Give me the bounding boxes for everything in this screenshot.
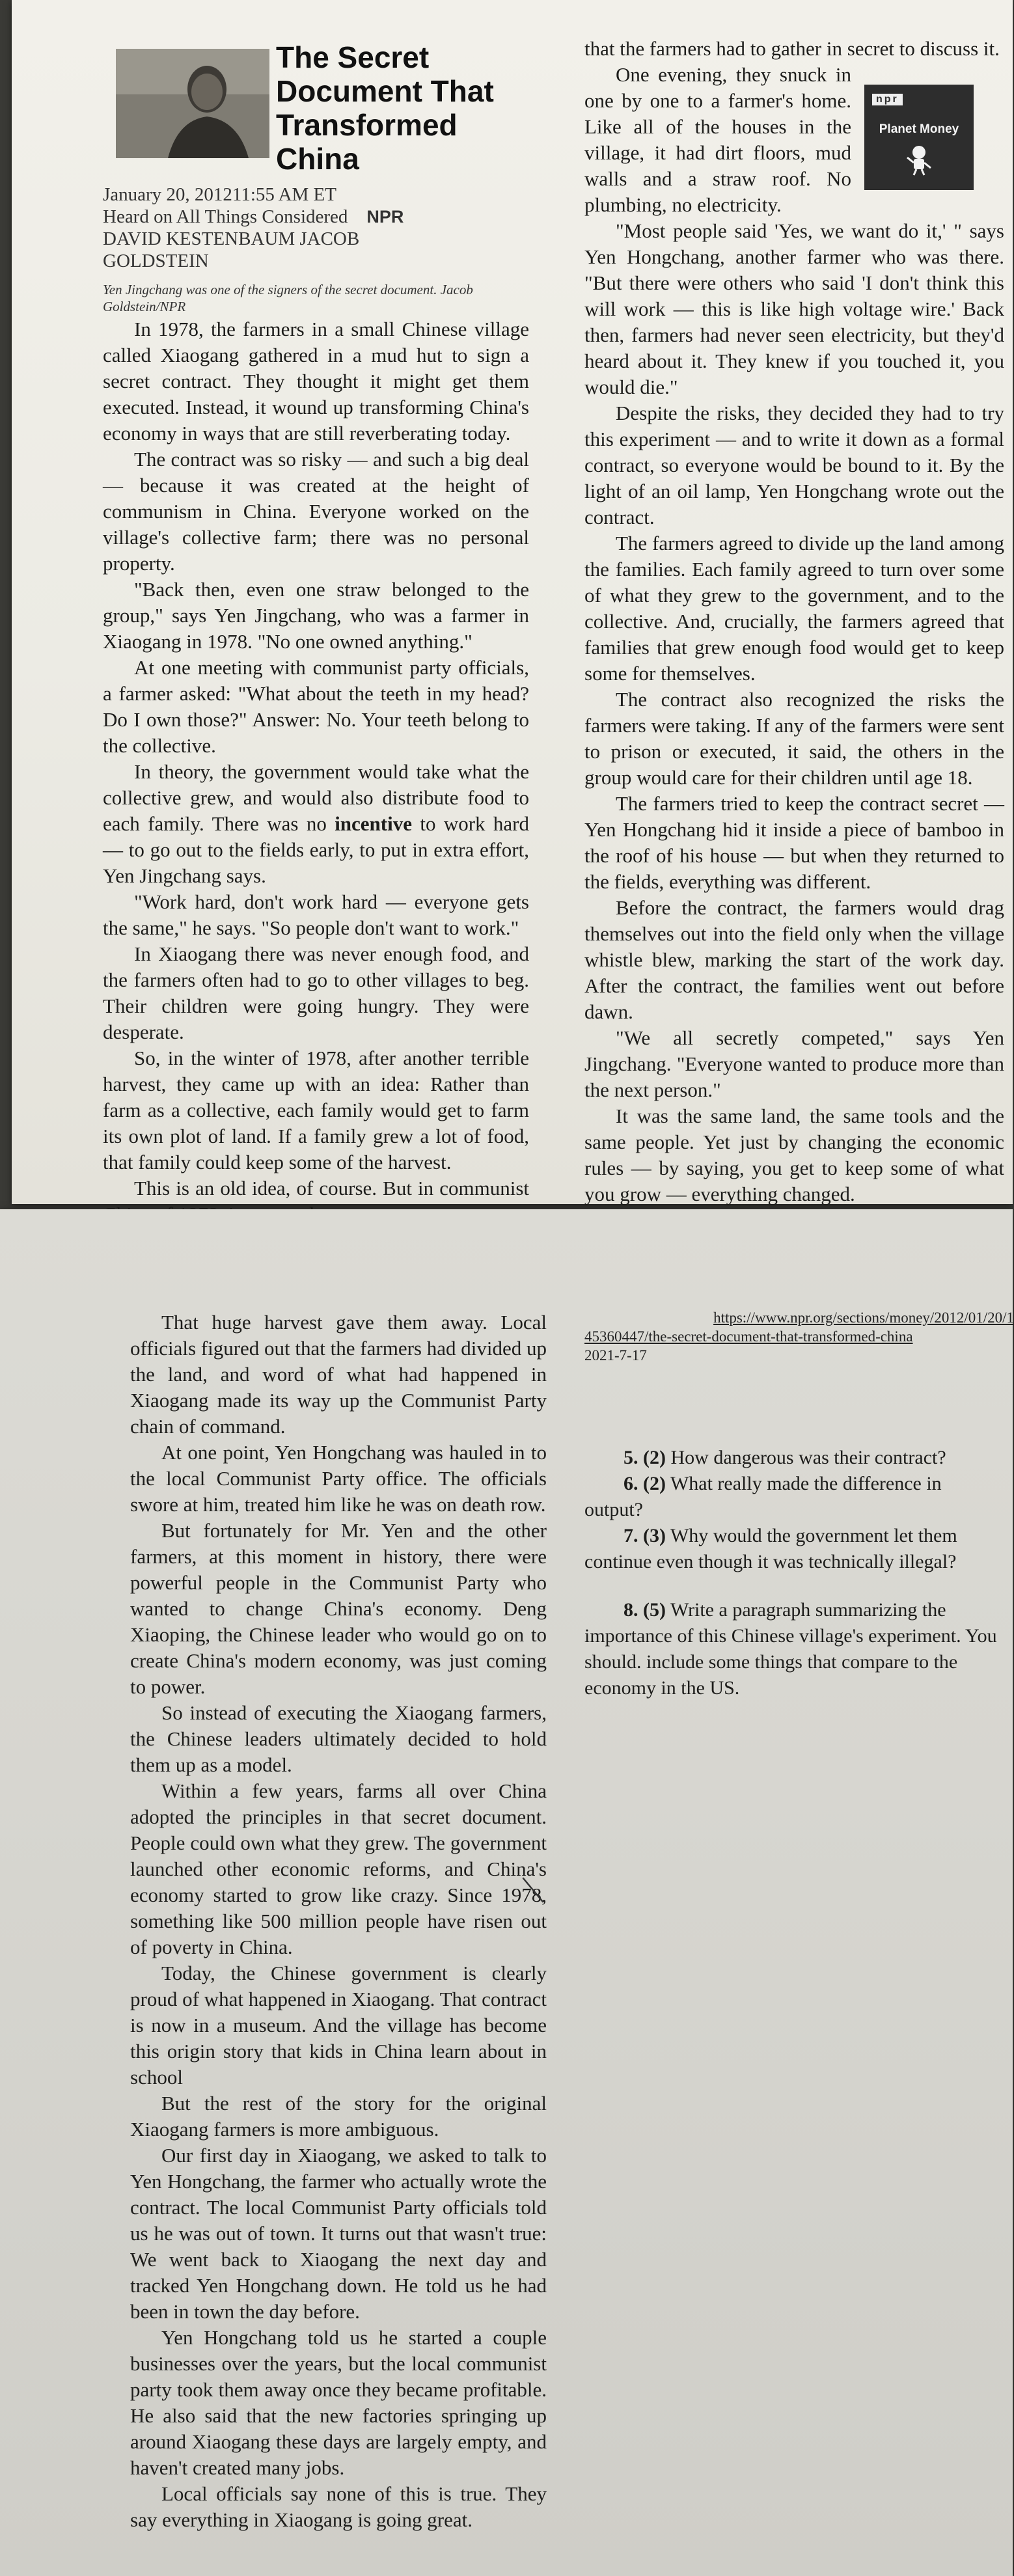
article-column-2 xyxy=(584,36,1004,1285)
authors-line-1: DAVID KESTENBAUM JACOB xyxy=(103,228,360,249)
question-points: (3) xyxy=(643,1525,666,1546)
question-item xyxy=(584,1445,1001,1471)
paragraph-incentive xyxy=(103,759,529,889)
paragraph: Local officials say none of this is true. They say everything in Xiaogang is going great. xyxy=(130,2482,547,2531)
paragraph: One evening, they snuck in one by one to a farmer's home. Like all of the houses in the village, it had dirt floors, mud walls and a straw roof. No plumbing, no electricity. xyxy=(584,63,851,216)
npr-tag: npr xyxy=(872,94,903,105)
paragraph: Yen Hongchang told us he started a couple businesses over the years, but the local communist party took them away once they became profitable. He also said that the new factories springing up around Xiaogang these days are largely empty, and haven't created many jobs. xyxy=(130,2326,547,2479)
article-column-3 xyxy=(130,1309,547,2533)
question-text: Write a paragraph summarizing the importance of this Chinese village's experiment. You should. include some things that compare to the economy in the US. xyxy=(584,1599,997,1699)
source-url-line-2[interactable]: 45360447/the-secret-document-that-transformed-china xyxy=(584,1328,913,1345)
question-item xyxy=(584,1597,1001,1701)
paragraph: It was the same land, the same tools and the same people. Yet just by changing the economic rules — by saying, you get to keep some of what you grow — everything changed. xyxy=(584,1104,1004,1205)
question-text: Why would the government let them continue even though it was technically illegal? xyxy=(584,1525,957,1572)
paragraph: Before the contract, the farmers would drag themselves out into the field only when the village whistle blew, marking the start of the work day. After the contract, the families went out before dawn. xyxy=(584,896,1004,1023)
farmer-portrait-photo xyxy=(116,49,269,158)
article-page-1 xyxy=(12,0,1013,1204)
paragraph: In Xiaogang there was never enough food, and the farmers often had to go to other villages to beg. Their children were going hungry. They were desperate. xyxy=(103,942,529,1043)
paragraph: "We all secretly competed," says Yen Jingchang. "Everyone wanted to produce more than the next person." xyxy=(584,1026,1004,1101)
paragraph: Within a few years, farms all over China adopted the principles in that secret document. People could own what they grew. The government launched other economic reforms, and China's economy started to grow like crazy. Since 1978, something like 500 million people have risen out of poverty in China. xyxy=(130,1779,547,1958)
photo-caption: Yen Jingchang was one of the signers of the secret document. Jacob Goldstein/NPR xyxy=(103,282,473,314)
question-number: 7. xyxy=(623,1525,638,1546)
paragraph: Despite the risks, they decided they had to try this experiment — and to write it down as a formal contract, so everyone would be bound to it. By the light of an oil lamp, Yen Hongchang wrote out the contract. xyxy=(584,402,1004,528)
paragraph: This is an old idea, of course. But in communist xyxy=(134,1177,529,1199)
article-meta xyxy=(103,184,526,272)
paragraph: The farmers tried to keep the contract secret — Yen Hongchang hid it inside a piece of bamboo in the roof of his house — but when they returned to the fields, everything was different. xyxy=(584,792,1004,893)
question-item xyxy=(584,1471,1001,1523)
paragraph: That huge harvest gave them away. Local officials figured out that the farmers had divided up the land, and word of what had happened in Xiaogang made its way up the Communist Party chain of command. xyxy=(130,1311,547,1438)
logo-name: Planet Money xyxy=(879,122,959,136)
paragraph: At one meeting with communist party officials, a farmer asked: "What about the teeth in my head? Do I own those?" Answer: No. Your teeth belong to the collective. xyxy=(103,656,529,757)
article-title: The Secret Document That Transformed China xyxy=(276,40,494,176)
source-url-line-1[interactable]: https://www.npr.org/sections/money/2012/01/20/1 xyxy=(713,1309,1014,1326)
article-column-1 xyxy=(103,316,529,1227)
question-number: 5. xyxy=(623,1447,638,1468)
text-run: to work hard — to go out to the fields early, to put in extra effort, Yen Jingchang says. xyxy=(103,812,529,887)
heard-on-line xyxy=(103,206,526,228)
paragraph: Our first day in Xiaogang, we asked to talk to Yen Hongchang, the farmer who actually wrote the contract. The local Communist Party officials told us he was out of town. It turns out that wasn't true: We went back to Xiaogang the next day and tracked Yen Hongchang down. He told us he had been in town the day before. xyxy=(130,2144,547,2323)
paragraph: So instead of executing the Xiaogang farmers, the Chinese leaders ultimately decided to hold them up as a model. xyxy=(130,1701,547,1776)
question-text: How dangerous was their contract? xyxy=(670,1447,946,1468)
question-number: 6. xyxy=(623,1473,638,1494)
authors-line-2: GOLDSTEIN xyxy=(103,251,209,271)
question-points: (5) xyxy=(643,1599,666,1621)
paragraph: The contract was so risky — and such a big deal — because it was created at the height of communism in China. Everyone worked on the village's collective farm; there was no personal property. xyxy=(103,448,529,575)
paragraph: Today, the Chinese government is clearly proud of what happened in Xiaogang. That contract is now in a museum. And the village has become this origin story that kids in China learn about in school xyxy=(130,1962,547,2089)
date-line: January 20, 201211:55 AM ET xyxy=(103,184,336,205)
bold-word-incentive: incentive xyxy=(335,812,412,835)
paragraph: The contract also recognized the risks the farmers were taking. If any of the farmers were sent to prison or executed, it said, the others in the group would care for their children until age 18. xyxy=(584,688,1004,789)
heard-on: Heard on All Things Considered xyxy=(103,206,348,227)
network-name: NPR xyxy=(366,207,404,226)
question-text: What really made the difference in output? xyxy=(584,1473,942,1520)
paragraph: But the rest of the story for the original Xiaogang farmers is more ambiguous. xyxy=(130,2092,547,2141)
paragraph: So, in the winter of 1978, after another terrible harvest, they came up with an idea: Rather than farm as a collective, each family would get to farm its own plot of land. If a family grew a lot of food, that family could keep some of the harvest. xyxy=(103,1047,529,1173)
paragraph-continued: that the farmers had to gather in secret to discuss it. xyxy=(584,37,1000,60)
paragraph: But fortunately for Mr. Yen and the other farmers, at this moment in history, there were powerful people in the Communist Party who wanted to change China's economy. Deng Xiaoping, the Chinese leader who would go on to create China's modern economy, was just coming to power. xyxy=(130,1519,547,1698)
text-run: In theory, the government would take what the collective grew, and would also distribute food to each family. There was no xyxy=(103,760,529,835)
paragraph: The farmers agreed to divide up the land among the families. Each family agreed to turn over some of what they grew to the government, and to the collective. And, crucially, the farmers agreed that families that grew enough food would get to keep some for themselves. xyxy=(584,532,1004,685)
question-number: 8. xyxy=(623,1599,638,1621)
paragraph: "Work hard, don't work hard — everyone gets the same," he says. "So people don't want to work." xyxy=(103,890,529,939)
question-item xyxy=(584,1523,1001,1575)
access-date: 2021-7-17 xyxy=(584,1347,647,1363)
question-points: (2) xyxy=(643,1473,666,1494)
article-page-2 xyxy=(0,1209,1013,2576)
paragraph: "Most people said 'Yes, we want do it,' " says Yen Hongchang, another farmer who was there. "But there were others who said 'I don't think this will work — this is like high voltage wire.' Back then, farmers had never seen electricity, but they'd heard about it. They knew if you touched it, you would die." xyxy=(584,219,1004,398)
pen-stroke-mark xyxy=(521,1876,547,1906)
question-list xyxy=(584,1445,1001,1701)
paragraph: At one point, Yen Hongchang was hauled in to the local Communist Party office. The officials swore at him, treated him like he was on death row. xyxy=(130,1441,547,1516)
paragraph: "Back then, even one straw belonged to the group," says Yen Jingchang, who was a farmer in Xiaogang in 1978. "No one owned anything." xyxy=(103,578,529,653)
question-points: (2) xyxy=(643,1447,666,1468)
paragraph: In 1978, the farmers in a small Chinese village called Xiaogang gathered in a mud hut to sign a secret contract. They thought it might get them executed. Instead, it wound up transforming China's economy in ways that are still reverberating today. xyxy=(103,318,529,445)
source-citation xyxy=(584,1308,1014,1365)
